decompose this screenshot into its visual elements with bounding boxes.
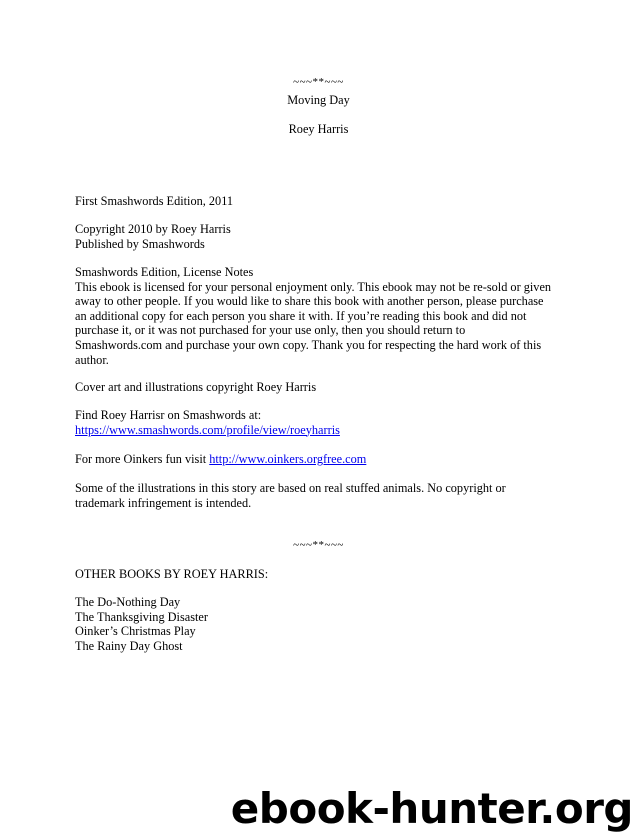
- license-text-line: away to other people. If you would like to share this book with another person, please purchase: [75, 294, 544, 309]
- book-title-item: The Rainy Day Ghost: [75, 638, 183, 653]
- license-heading: Smashwords Edition, License Notes: [75, 265, 254, 279]
- find-text: Find Roey Harrisr on Smashwords at:: [75, 408, 262, 422]
- book-title-item: Oinker’s Christmas Play: [75, 624, 196, 639]
- watermark-text: ebook-hunter.org: [230, 784, 633, 833]
- license-text-line: Smashwords.com and purchase your own copy. Thank you for respecting the hard work of this: [75, 337, 542, 352]
- edition-line: First Smashwords Edition, 2011: [75, 194, 234, 208]
- header-separator: ~~~**~~~: [293, 76, 344, 88]
- copyright-section: [75, 222, 565, 251]
- publisher-line: Published by Smashwords: [75, 236, 205, 251]
- license-section: [75, 265, 565, 367]
- smashwords-profile-link[interactable]: https://www.smashwords.com/profile/view/roeyharris: [75, 422, 340, 437]
- oinkers-link[interactable]: http://www.oinkers.orgfree.com: [209, 452, 367, 466]
- copyright-line: Copyright 2010 by Roey Harris: [75, 222, 231, 236]
- oinkers-section: [75, 452, 565, 467]
- disclaimer-line: trademark infringement is intended.: [75, 495, 252, 510]
- book-title-item: The Do-Nothing Day: [75, 595, 181, 609]
- license-text-line: an additional copy for each person you share it with. If you’re reading this book and did not: [75, 308, 527, 323]
- oinkers-text: For more Oinkers fun visit: [75, 452, 210, 466]
- license-text-line: purchase it, or it was not purchased for your use only, then you should return to: [75, 323, 466, 338]
- find-section: [75, 408, 565, 437]
- license-text-line: This ebook is licensed for your personal enjoyment only. This ebook may not be re-sold or given: [75, 279, 552, 294]
- book-title: Moving Day: [287, 93, 350, 107]
- cover-art-line: Cover art and illustrations copyright Roey Harris: [75, 380, 317, 394]
- disclaimer-line: Some of the illustrations in this story are based on real stuffed animals. No copyright or: [75, 481, 506, 495]
- other-books-list: [75, 595, 565, 653]
- book-author: Roey Harris: [288, 122, 349, 136]
- other-books-heading: OTHER BOOKS BY ROEY HARRIS:: [75, 567, 269, 581]
- license-text-line: author.: [75, 352, 109, 367]
- section-separator: ~~~**~~~: [293, 539, 344, 551]
- disclaimer-section: [75, 481, 565, 510]
- book-title-item: The Thanksgiving Disaster: [75, 609, 208, 624]
